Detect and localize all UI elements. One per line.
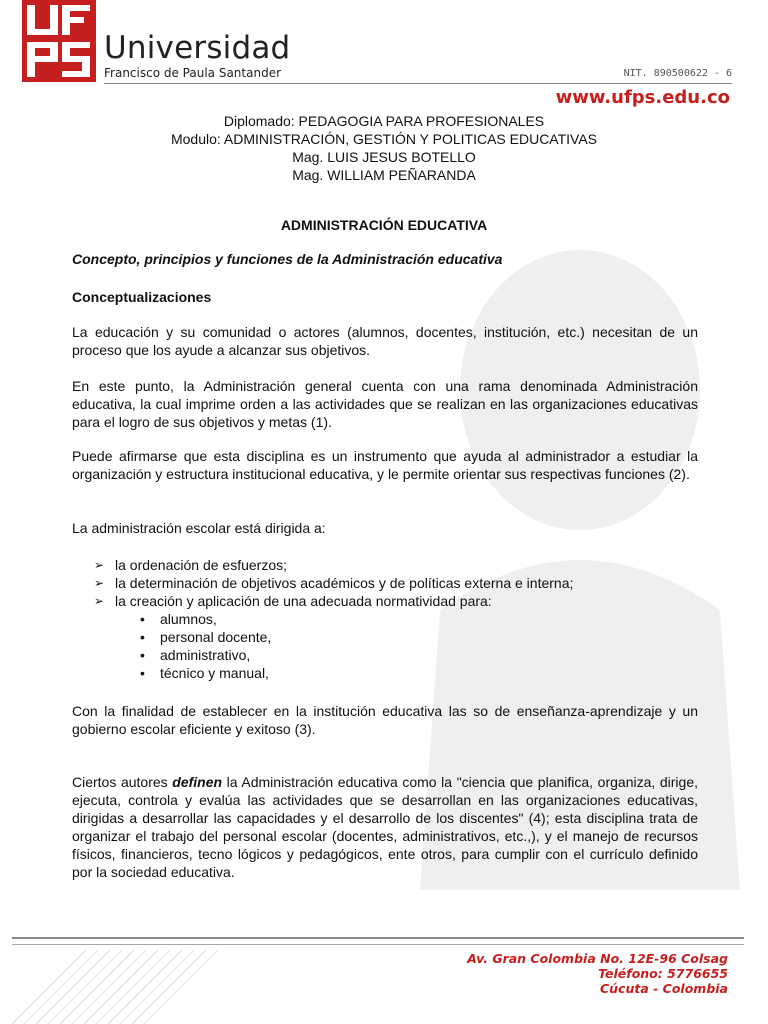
- paragraph: La educación y su comunidad o actores (alumnos, docentes, institución, etc.) necesitan de un proceso que los ayude a alcanzar sus objetivos.: [72, 324, 698, 358]
- emphasis: definen: [172, 774, 223, 790]
- arrow-list: [92, 556, 573, 610]
- bullet-icon: •: [140, 611, 145, 627]
- header-divider: [104, 83, 732, 84]
- paragraph: Con la finalidad de establecer en la institución educativa las so de enseñanza-aprendizaje y un gobierno escolar eficiente y exitoso (3).: [72, 703, 698, 737]
- paragraph: Puede afirmarse que esta disciplina es un instrumento que ayuda al administrador a estudiar la organización y estructura institucional educativa, y le permite orientar sus respectivas funciones (2).: [72, 448, 698, 482]
- paragraph: Ciertos autores definen la Administración educativa como la "ciencia que planifica, organiza, dirige, ejecuta, controla y evalúa las actividades que se desarrollan en las organizaciones educativas, dirigidas a desarrollar las capacidades y el desarrollo de los discentes" (4); esta disciplina trata de organizar el trabajo del personal escolar (docentes, administrativos, etc.,), y el manejo de recursos físicos, financieros, tecno lógicos y pedagógicos, ente otros, para cumplir con el currículo definido por la sociedad educativa.: [72, 774, 699, 880]
- course-info: [0, 112, 768, 184]
- modulo-line: Modulo: ADMINISTRACIÓN, GESTIÓN Y POLITICAS EDUCATIVAS: [170, 131, 598, 147]
- list-item: ➢ la creación y aplicación de una adecuada normatividad para:: [94, 593, 492, 609]
- footer-divider: [12, 944, 744, 945]
- document-subtitle: Concepto, principios y funciones de la Administración educativa: [72, 251, 503, 267]
- arrow-bullet-icon: ➢: [94, 594, 105, 608]
- bullet-icon: •: [140, 647, 145, 663]
- ufps-logo: [22, 0, 96, 82]
- document-title: ADMINISTRACIÓN EDUCATIVA: [280, 217, 488, 233]
- bullet-icon: •: [140, 665, 145, 681]
- address-line: Av. Gran Colombia No. 12E-96 Colsag: [467, 951, 728, 966]
- list-item: ➢ la determinación de objetivos académicos y de políticas externa e interna;: [94, 575, 574, 591]
- website-link[interactable]: www.ufps.edu.co: [555, 87, 730, 108]
- list-item: • técnico y manual,: [140, 665, 269, 681]
- list-item: ➢ la ordenación de esfuerzos;: [94, 557, 287, 573]
- arrow-bullet-icon: ➢: [94, 576, 105, 590]
- phone-line: Teléfono: 5776655: [598, 966, 728, 981]
- university-subtitle: Francisco de Paula Santander: [104, 66, 282, 80]
- arrow-bullet-icon: ➢: [94, 558, 105, 572]
- professor-line: Mag. WILLIAM PEÑARANDA: [292, 167, 476, 183]
- footer-hatch-pattern: [12, 950, 262, 1024]
- footer-address: [467, 951, 728, 996]
- diplomado-line: Diplomado: PEDAGOGIA PARA PROFESIONALES: [223, 113, 545, 129]
- paragraph: En este punto, la Administración general cuenta con una rama denominada Administración educativa, la cual imprime orden a las actividades que se realizan en las organizaciones educativas para el logro de sus objetivos y metas (1).: [72, 378, 698, 430]
- university-name: Universidad: [104, 30, 291, 66]
- nit-number: NIT. 890500622 - 6: [623, 68, 732, 79]
- bullet-icon: •: [140, 629, 145, 645]
- list-item: • personal docente,: [140, 629, 272, 645]
- bullet-sublist: [138, 610, 271, 682]
- list-item: • administrativo,: [140, 647, 251, 663]
- list-item: • alumnos,: [140, 611, 217, 627]
- professor-line: Mag. LUIS JESUS BOTELLO: [292, 149, 476, 165]
- section-heading: Conceptualizaciones: [72, 289, 212, 305]
- footer-divider: [12, 937, 744, 939]
- paragraph: La administración escolar está dirigida a:: [72, 520, 326, 536]
- city-line: Cúcuta - Colombia: [599, 981, 728, 996]
